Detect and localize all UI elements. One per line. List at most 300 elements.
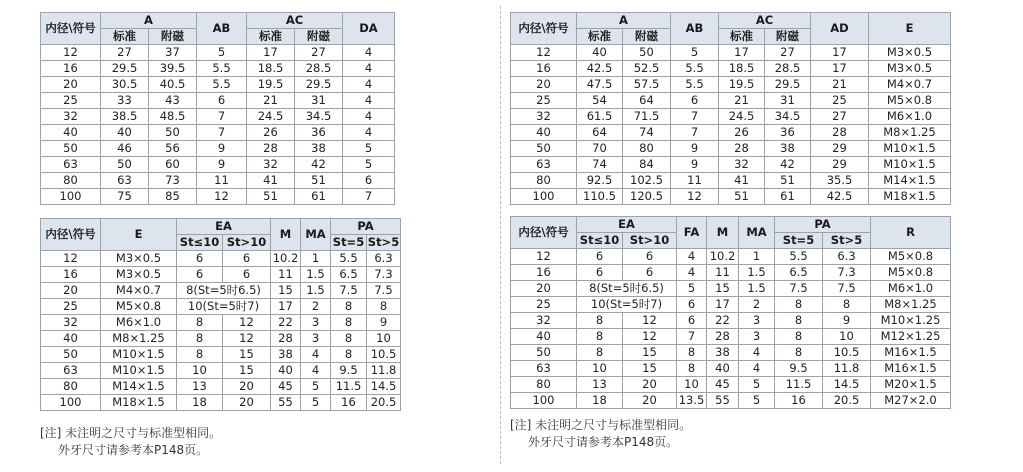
- bore-size-cell: 20: [41, 283, 101, 299]
- bore-size-cell: 40: [511, 125, 577, 141]
- value-cell: M3×0.5: [869, 45, 951, 61]
- bore-size-cell: 80: [41, 379, 101, 395]
- value-cell: 5.5: [775, 249, 823, 265]
- value-cell: 55: [271, 395, 301, 411]
- value-cell: 18: [577, 393, 623, 409]
- table-row: [41, 93, 395, 109]
- value-cell: M3×0.5: [101, 267, 177, 283]
- table-row: [41, 283, 401, 299]
- value-cell: 46: [101, 141, 149, 157]
- value-cell: 11.5: [331, 379, 367, 395]
- value-cell: 47.5: [577, 77, 623, 93]
- table-row: [511, 265, 951, 281]
- table-row: [511, 93, 951, 109]
- value-cell: M6×1.0: [869, 109, 951, 125]
- value-cell: 19.5: [719, 77, 765, 93]
- value-cell: 8: [823, 297, 871, 313]
- table-row: [41, 45, 395, 61]
- value-cell: 28: [271, 331, 301, 347]
- header-ac: AC: [247, 13, 343, 29]
- value-cell: 8: [331, 331, 367, 347]
- value-cell: 38: [271, 347, 301, 363]
- value-cell: 4: [343, 61, 395, 77]
- value-cell: 30.5: [101, 77, 149, 93]
- value-cell: 61: [765, 189, 811, 205]
- value-cell: 8: [677, 345, 707, 361]
- value-cell: 14.5: [367, 379, 401, 395]
- value-cell: 22: [271, 315, 301, 331]
- value-cell: 74: [623, 125, 671, 141]
- value-cell: M8×1.25: [101, 331, 177, 347]
- value-cell: 11: [197, 173, 247, 189]
- value-cell: 5: [301, 379, 331, 395]
- value-cell: M5×0.8: [101, 299, 177, 315]
- bore-size-cell: 20: [41, 77, 101, 93]
- table-row: [511, 377, 951, 393]
- value-cell: 8: [775, 313, 823, 329]
- value-cell: 12: [197, 189, 247, 205]
- header-bore-symbol: 内径\符号: [511, 13, 577, 45]
- value-cell: 41: [247, 173, 295, 189]
- value-cell: M16×1.5: [871, 361, 951, 377]
- value-cell: 8: [577, 345, 623, 361]
- value-cell: 9: [197, 141, 247, 157]
- value-cell: 31: [295, 93, 343, 109]
- table-row: [41, 347, 401, 363]
- value-cell: M4×0.7: [869, 77, 951, 93]
- value-cell: 3: [301, 331, 331, 347]
- value-cell: 17: [247, 45, 295, 61]
- value-cell: 13: [577, 377, 623, 393]
- subheader-st-le-10: St≤10: [577, 233, 623, 249]
- header-fa: FA: [677, 217, 707, 249]
- bore-size-cell: 50: [511, 141, 577, 157]
- value-cell: M18×1.5: [869, 189, 951, 205]
- value-cell: 18.5: [719, 61, 765, 77]
- value-cell: M10×1.5: [101, 363, 177, 379]
- value-cell: 29.5: [765, 77, 811, 93]
- value-cell: 45: [271, 379, 301, 395]
- table-row: [511, 361, 951, 377]
- value-cell: 28: [719, 141, 765, 157]
- value-cell: 12: [223, 331, 271, 347]
- table-row: [41, 315, 401, 331]
- bore-size-cell: 100: [41, 189, 101, 205]
- value-cell: M3×0.5: [869, 61, 951, 77]
- value-cell: 61: [295, 189, 343, 205]
- bore-size-cell: 50: [511, 345, 577, 361]
- value-cell: 8: [331, 315, 367, 331]
- value-cell: 1.5: [301, 283, 331, 299]
- value-cell: 24.5: [719, 109, 765, 125]
- value-cell: 4: [343, 45, 395, 61]
- header-m: M: [707, 217, 739, 249]
- value-cell: 10.5: [367, 347, 401, 363]
- value-cell: M8×1.25: [871, 297, 951, 313]
- value-cell: 27: [101, 45, 149, 61]
- value-cell: 15: [623, 361, 677, 377]
- value-cell: 6: [577, 265, 623, 281]
- bore-size-cell: 50: [41, 141, 101, 157]
- value-cell: 28.5: [765, 61, 811, 77]
- value-cell: 16: [331, 395, 367, 411]
- bore-size-cell: 25: [41, 299, 101, 315]
- value-cell: 10(St=5时7): [177, 299, 271, 315]
- right-dimension-table-2: [510, 216, 951, 409]
- value-cell: 29.5: [101, 61, 149, 77]
- value-cell: 12: [623, 313, 677, 329]
- value-cell: 9: [671, 157, 719, 173]
- value-cell: 6: [177, 267, 223, 283]
- value-cell: 7.5: [823, 281, 871, 297]
- value-cell: 73: [149, 173, 197, 189]
- value-cell: 7.5: [775, 281, 823, 297]
- subheader-st-gt-5: St>5: [823, 233, 871, 249]
- header-bore-symbol: 内径\符号: [511, 217, 577, 249]
- value-cell: 5.5: [671, 61, 719, 77]
- table-row: [511, 281, 951, 297]
- value-cell: 1: [739, 249, 775, 265]
- value-cell: 5.5: [671, 77, 719, 93]
- bore-size-cell: 63: [511, 157, 577, 173]
- bore-size-cell: 63: [41, 157, 101, 173]
- value-cell: 9.5: [331, 363, 367, 379]
- value-cell: 17: [707, 297, 739, 313]
- bore-size-cell: 12: [41, 251, 101, 267]
- value-cell: 63: [101, 173, 149, 189]
- right-dimension-table-1: [510, 12, 951, 205]
- value-cell: 27: [765, 45, 811, 61]
- subheader-standard: 标准: [247, 29, 295, 45]
- value-cell: 28: [707, 329, 739, 345]
- value-cell: 10: [577, 361, 623, 377]
- value-cell: M6×1.0: [871, 281, 951, 297]
- value-cell: M20×1.5: [871, 377, 951, 393]
- bore-size-cell: 20: [511, 77, 577, 93]
- bore-size-cell: 50: [41, 347, 101, 363]
- subheader-standard: 标准: [719, 29, 765, 45]
- value-cell: 22: [707, 313, 739, 329]
- value-cell: 48.5: [149, 109, 197, 125]
- value-cell: 24.5: [247, 109, 295, 125]
- value-cell: 29: [811, 157, 869, 173]
- value-cell: 19.5: [247, 77, 295, 93]
- table-row: [41, 267, 401, 283]
- value-cell: 8: [775, 345, 823, 361]
- value-cell: 51: [295, 173, 343, 189]
- value-cell: 5: [197, 45, 247, 61]
- value-cell: 18: [177, 395, 223, 411]
- subheader-st-gt-5: St>5: [367, 235, 400, 249]
- value-cell: 17: [811, 61, 869, 77]
- value-cell: 4: [739, 361, 775, 377]
- value-cell: 11: [671, 173, 719, 189]
- table-row: [511, 329, 951, 345]
- value-cell: M10×1.25: [871, 313, 951, 329]
- value-cell: 4: [343, 125, 395, 141]
- value-cell: 4: [677, 265, 707, 281]
- value-cell: 61.5: [577, 109, 623, 125]
- value-cell: 7.3: [823, 265, 871, 281]
- value-cell: 9: [197, 157, 247, 173]
- value-cell: 38.5: [101, 109, 149, 125]
- value-cell: 28.5: [295, 61, 343, 77]
- table-row: [511, 157, 951, 173]
- value-cell: 36: [295, 125, 343, 141]
- value-cell: M6×1.0: [101, 315, 177, 331]
- footnote-line-1: [注] 未注明之尺寸与标准型相同。: [510, 418, 692, 432]
- value-cell: 8(St=5时6.5): [577, 281, 677, 297]
- value-cell: 31: [765, 93, 811, 109]
- value-cell: 3: [739, 329, 775, 345]
- value-cell: 2: [301, 299, 331, 315]
- subheader-st-le-10: St≤10: [177, 235, 223, 251]
- value-cell: 16: [775, 393, 823, 409]
- value-cell: 15: [223, 347, 271, 363]
- subheader-st-gt-10: St>10: [223, 235, 271, 251]
- value-cell: M3×0.5: [101, 251, 177, 267]
- bore-size-cell: 16: [511, 265, 577, 281]
- value-cell: 6.3: [823, 249, 871, 265]
- value-cell: 28: [811, 125, 869, 141]
- value-cell: 40: [101, 125, 149, 141]
- table-row: [511, 45, 951, 61]
- value-cell: 21: [247, 93, 295, 109]
- bore-size-cell: 40: [41, 125, 101, 141]
- table-row: [511, 297, 951, 313]
- value-cell: 6.5: [331, 267, 367, 283]
- bore-size-cell: 16: [41, 61, 101, 77]
- value-cell: 8: [367, 299, 401, 315]
- value-cell: 25: [811, 93, 869, 109]
- table-row: [41, 157, 395, 173]
- value-cell: 40.5: [149, 77, 197, 93]
- value-cell: 6: [577, 249, 623, 265]
- value-cell: 5: [739, 393, 775, 409]
- value-cell: 6: [223, 251, 271, 267]
- value-cell: 7: [671, 109, 719, 125]
- bore-size-cell: 16: [511, 61, 577, 77]
- table-row: [41, 379, 401, 395]
- value-cell: M10×1.5: [869, 141, 951, 157]
- value-cell: 51: [247, 189, 295, 205]
- value-cell: 1: [301, 251, 331, 267]
- value-cell: 8: [177, 347, 223, 363]
- value-cell: 29: [811, 141, 869, 157]
- footnote-line-1: [注] 未注明之尺寸与标准型相同。: [40, 426, 222, 440]
- table-row: [41, 395, 401, 411]
- bore-size-cell: 80: [41, 173, 101, 189]
- value-cell: 74: [577, 157, 623, 173]
- header-ma: MA: [739, 217, 775, 249]
- value-cell: 92.5: [577, 173, 623, 189]
- value-cell: 39.5: [149, 61, 197, 77]
- subheader-st-eq-5: St=5: [331, 235, 367, 251]
- value-cell: 20: [623, 393, 677, 409]
- bore-size-cell: 32: [41, 315, 101, 331]
- table-row: [41, 363, 401, 379]
- value-cell: 57.5: [623, 77, 671, 93]
- value-cell: 12: [623, 329, 677, 345]
- value-cell: 6: [677, 297, 707, 313]
- value-cell: 6: [671, 93, 719, 109]
- value-cell: 4: [343, 77, 395, 93]
- value-cell: 8: [177, 331, 223, 347]
- value-cell: 51: [765, 173, 811, 189]
- value-cell: 70: [577, 141, 623, 157]
- value-cell: 26: [719, 125, 765, 141]
- value-cell: 20: [223, 395, 271, 411]
- value-cell: 40: [271, 363, 301, 379]
- value-cell: 36: [765, 125, 811, 141]
- bore-size-cell: 20: [511, 281, 577, 297]
- header-bore-symbol: 内径\符号: [41, 13, 101, 45]
- value-cell: 12: [223, 315, 271, 331]
- value-cell: 10.5: [823, 345, 871, 361]
- value-cell: 32: [719, 157, 765, 173]
- table-row: [511, 189, 951, 205]
- left-dimension-table-2: [40, 218, 401, 411]
- value-cell: M5×0.8: [871, 265, 951, 281]
- table-row: [511, 393, 951, 409]
- bore-size-cell: 25: [511, 93, 577, 109]
- value-cell: 20.5: [367, 395, 401, 411]
- table-row: [41, 189, 395, 205]
- page-divider: [500, 6, 501, 464]
- value-cell: 71.5: [623, 109, 671, 125]
- value-cell: 1.5: [739, 281, 775, 297]
- value-cell: 6: [677, 313, 707, 329]
- value-cell: 5: [301, 395, 331, 411]
- header-e: E: [869, 13, 951, 45]
- subheader-magnetic: 附磁: [765, 29, 811, 45]
- bore-size-cell: 12: [511, 45, 577, 61]
- value-cell: M27×2.0: [871, 393, 951, 409]
- bore-size-cell: 25: [511, 297, 577, 313]
- bore-size-cell: 40: [41, 331, 101, 347]
- value-cell: 6.3: [367, 251, 401, 267]
- value-cell: 6: [223, 267, 271, 283]
- header-ad: AD: [811, 13, 869, 45]
- value-cell: 80: [623, 141, 671, 157]
- value-cell: 15: [707, 281, 739, 297]
- value-cell: 14.5: [823, 377, 871, 393]
- value-cell: 4: [301, 363, 331, 379]
- value-cell: 7: [677, 329, 707, 345]
- value-cell: 38: [707, 345, 739, 361]
- value-cell: 3: [301, 315, 331, 331]
- bore-size-cell: 100: [511, 393, 577, 409]
- value-cell: 20.5: [823, 393, 871, 409]
- header-ea: EA: [577, 217, 677, 233]
- value-cell: 17: [811, 45, 869, 61]
- value-cell: 27: [295, 45, 343, 61]
- value-cell: 3: [739, 313, 775, 329]
- bore-size-cell: 80: [511, 173, 577, 189]
- value-cell: 5: [343, 141, 395, 157]
- header-ea: EA: [177, 219, 271, 235]
- value-cell: 10(St=5时7): [577, 297, 677, 313]
- value-cell: M12×1.25: [871, 329, 951, 345]
- value-cell: 33: [101, 93, 149, 109]
- bore-size-cell: 32: [511, 109, 577, 125]
- value-cell: 5: [739, 377, 775, 393]
- value-cell: 43: [149, 93, 197, 109]
- value-cell: 120.5: [623, 189, 671, 205]
- value-cell: 41: [719, 173, 765, 189]
- value-cell: 42.5: [811, 189, 869, 205]
- subheader-st-gt-10: St>10: [623, 233, 677, 249]
- bore-size-cell: 63: [511, 361, 577, 377]
- value-cell: 20: [223, 379, 271, 395]
- header-pa: PA: [331, 219, 401, 235]
- table-row: [511, 61, 951, 77]
- footnote-line-2: 外牙尺寸请参考本P148页。: [58, 443, 209, 457]
- value-cell: 38: [765, 141, 811, 157]
- subheader-standard: 标准: [101, 29, 149, 45]
- subheader-magnetic: 附磁: [295, 29, 343, 45]
- value-cell: 7: [197, 109, 247, 125]
- value-cell: 10.2: [707, 249, 739, 265]
- header-ac: AC: [719, 13, 811, 29]
- value-cell: 8: [177, 315, 223, 331]
- value-cell: 50: [623, 45, 671, 61]
- value-cell: 4: [343, 93, 395, 109]
- header-ma: MA: [301, 219, 331, 251]
- value-cell: 110.5: [577, 189, 623, 205]
- value-cell: M4×0.7: [101, 283, 177, 299]
- value-cell: 54: [577, 93, 623, 109]
- value-cell: 29.5: [295, 77, 343, 93]
- value-cell: 42: [765, 157, 811, 173]
- bore-size-cell: 12: [511, 249, 577, 265]
- table-row: [511, 141, 951, 157]
- table-row: [511, 77, 951, 93]
- table-row: [41, 141, 395, 157]
- value-cell: 52.5: [623, 61, 671, 77]
- bore-size-cell: 12: [41, 45, 101, 61]
- table-row: [41, 61, 395, 77]
- bore-size-cell: 63: [41, 363, 101, 379]
- header-ab: AB: [671, 13, 719, 45]
- value-cell: 10: [677, 377, 707, 393]
- value-cell: 56: [149, 141, 197, 157]
- value-cell: 6: [623, 265, 677, 281]
- value-cell: 11: [271, 267, 301, 283]
- value-cell: 84: [623, 157, 671, 173]
- value-cell: 75: [101, 189, 149, 205]
- table-row: [511, 125, 951, 141]
- value-cell: 21: [811, 77, 869, 93]
- value-cell: 8(St=5时6.5): [177, 283, 271, 299]
- value-cell: 11.5: [775, 377, 823, 393]
- bore-size-cell: 100: [511, 189, 577, 205]
- value-cell: 13: [177, 379, 223, 395]
- header-a: A: [577, 13, 671, 29]
- value-cell: 18.5: [247, 61, 295, 77]
- header-r: R: [871, 217, 951, 249]
- value-cell: 8: [775, 297, 823, 313]
- value-cell: 15: [271, 283, 301, 299]
- value-cell: 4: [677, 249, 707, 265]
- value-cell: 7.5: [367, 283, 401, 299]
- subheader-standard: 标准: [577, 29, 623, 45]
- table-row: [41, 331, 401, 347]
- value-cell: 11.8: [367, 363, 401, 379]
- value-cell: 64: [577, 125, 623, 141]
- value-cell: 85: [149, 189, 197, 205]
- value-cell: M14×1.5: [101, 379, 177, 395]
